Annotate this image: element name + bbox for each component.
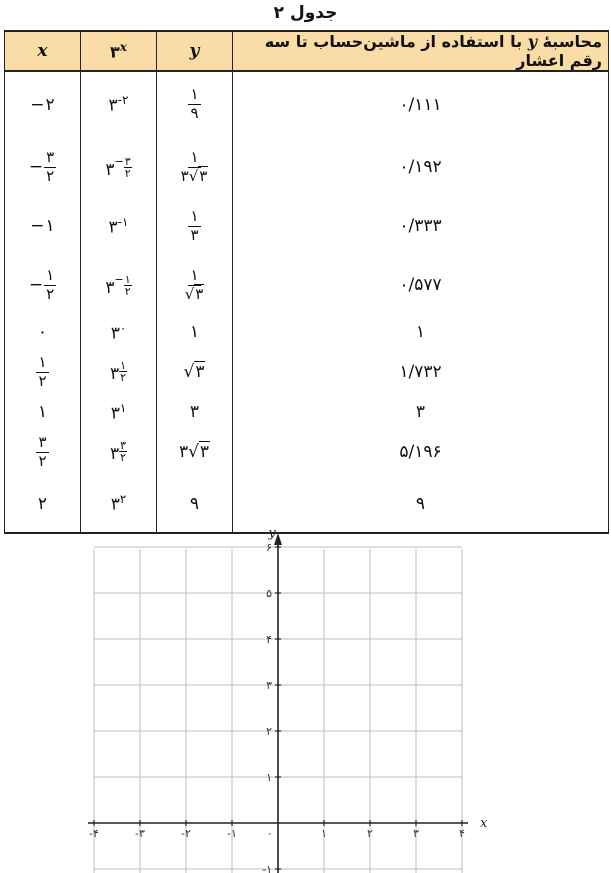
cell-power: ۳ $\frac{۱}{۲}$ [81, 349, 157, 395]
cell-x: − $\frac{۱}{۲}$ [5, 255, 81, 315]
cell-calc: ۰/۳۳۳ [233, 197, 609, 255]
table-header-row [5, 31, 609, 71]
cell-y: ۳ [157, 395, 233, 429]
cell-power: $۳^۲$ [81, 475, 157, 533]
table-row [5, 349, 609, 395]
cell-calc: ۳ [233, 395, 609, 429]
x-tick-label: ۰ [267, 827, 273, 840]
cell-x: $\frac{۳}{۲}$ [5, 429, 81, 475]
cell-power: $۳^{-۲}$ [81, 71, 157, 137]
cell-y: $\frac{۱}{√۳}$ [157, 255, 233, 315]
cell-calc: ۹ [233, 475, 609, 533]
header-y: y [157, 31, 233, 71]
cell-power: $۳^{-۱}$ [81, 197, 157, 255]
cell-power: ۳ $\frac{۳}{۲}$ [81, 429, 157, 475]
cell-power: $۳^۱$ [81, 395, 157, 429]
cell-y: $\frac{۱}{۳√۳}$ [157, 137, 233, 197]
x-tick-label: ۲ [367, 827, 373, 840]
x-tick-label: -۳ [135, 827, 145, 840]
cell-y: $\frac{۱}{۳}$ [157, 197, 233, 255]
cell-power: ۳− $\frac{۱}{۲}$ [81, 255, 157, 315]
cell-power: ۳− $\frac{۳}{۲}$ [81, 137, 157, 197]
cell-x: − $\frac{۳}{۲}$ [5, 137, 81, 197]
y-axis-label: y [268, 526, 276, 541]
y-tick-label: -۱ [262, 863, 272, 873]
cell-y: √۳ [157, 349, 233, 395]
table-row [5, 315, 609, 349]
table-title: جدول ۲ [273, 3, 338, 23]
cell-x: ۲ [5, 475, 81, 533]
table-row [5, 429, 609, 475]
cell-calc: ۰/۵۷۷ [233, 255, 609, 315]
y-tick-label: ۳ [266, 679, 272, 692]
x-axis-label: x [480, 816, 488, 831]
cell-x: ۱ [5, 395, 81, 429]
x-tick-label: -۱ [227, 827, 237, 840]
y-tick-label: ۴ [266, 633, 272, 646]
y-tick-label: ۶ [266, 541, 272, 554]
cell-x: −۲ [5, 71, 81, 137]
cell-y: ۱ [157, 315, 233, 349]
values-table [4, 30, 609, 534]
table-row [5, 197, 609, 255]
cell-calc: ۰/۱۱۱ [233, 71, 609, 137]
x-tick-label: -۴ [89, 827, 99, 840]
cell-power: $۳^۰$ [81, 315, 157, 349]
header-power: ۳$^x$ [81, 31, 157, 71]
cell-y: $\frac{۱}{۹}$ [157, 71, 233, 137]
cell-x: $\frac{۱}{۲}$ [5, 349, 81, 395]
coordinate-grid [0, 522, 611, 873]
table-row [5, 137, 609, 197]
cell-x: ۰ [5, 315, 81, 349]
header-calc: محاسبهٔ y با استفاده از ماشین‌حساب تا سه رقم اعشار [233, 31, 609, 71]
y-tick-label: ۱ [266, 771, 272, 784]
y-tick-label: ۲ [266, 725, 272, 738]
cell-y: ۳√۳ [157, 429, 233, 475]
cell-y: ۹ [157, 475, 233, 533]
cell-calc: ۱/۷۳۲ [233, 349, 609, 395]
cell-calc: ۱ [233, 315, 609, 349]
x-tick-label: ۳ [413, 827, 419, 840]
y-tick-label: ۵ [266, 587, 272, 600]
table-row [5, 255, 609, 315]
table-row [5, 71, 609, 137]
x-tick-label: -۲ [181, 827, 191, 840]
cell-x: −۱ [5, 197, 81, 255]
table-row [5, 395, 609, 429]
x-tick-label: ۱ [321, 827, 327, 840]
x-tick-label: ۴ [459, 827, 465, 840]
cell-calc: ۰/۱۹۲ [233, 137, 609, 197]
header-x: x [5, 31, 81, 71]
cell-calc: ۵/۱۹۶ [233, 429, 609, 475]
